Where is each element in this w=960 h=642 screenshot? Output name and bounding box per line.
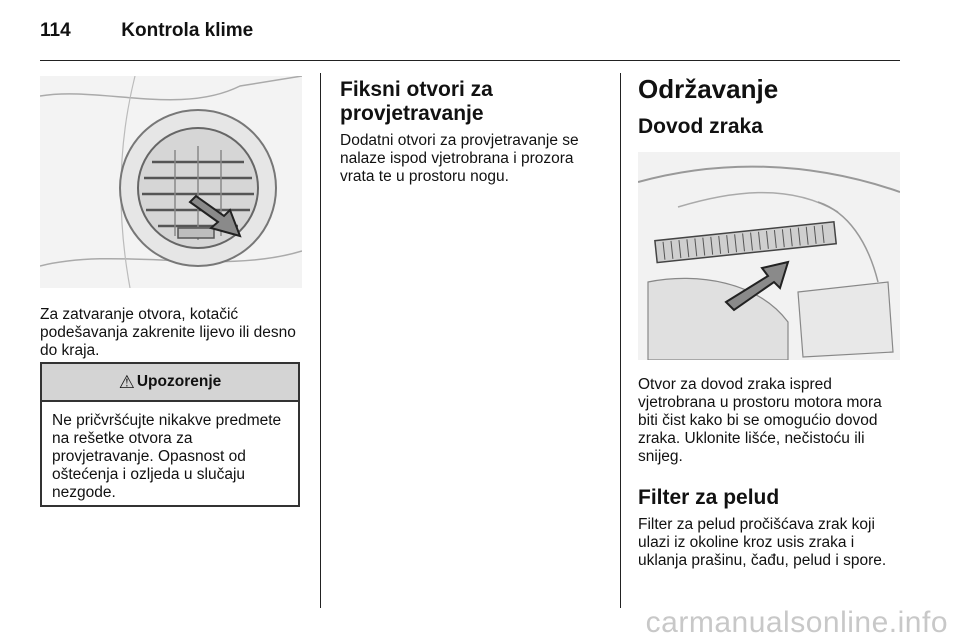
warning-text: Ne pričvršćujte nikakve predmete na rešetke otvora za provjetravanje. Opasnost od oštećenja i ozljeda u slučaju nezgode. [52,412,282,501]
fixed-vents-title: Fiksni otvori za provjetravanje [340,78,493,125]
air-intake-text: Otvor za dovod zraka ispred vjetrobrana u prostoru motora mora biti čist kako bi se omogućio dovod zraka. Uklonite lišće, nečistoću ili snijeg. [638,376,882,465]
warning-header [42,364,298,402]
column-divider-1 [320,73,321,608]
warning-title: Upozorenje [136,373,222,390]
column-3 [638,74,900,139]
watermark: carmanualsonline.info [645,606,948,639]
pollen-filter-text: Filter za pelud pročišćava zrak koji ulazi iz okoline kroz usis zraka i uklanja prašinu, čađu, pelud i spore. [638,516,887,569]
air-vent-illustration [40,76,302,288]
fixed-vents-text: Dodatni otvori za provjetravanje se nalaze ispod vjetrobrana i prozora vrata te u prostoru nogu. [340,132,579,185]
header-rule [40,60,900,61]
column-2 [340,78,602,186]
warning-box [40,362,300,507]
maintenance-heading: Održavanje [638,74,779,104]
section-title: Kontrola klime [121,20,254,41]
warning-triangle-icon: ⚠ [118,371,135,392]
pollen-filter-section [638,486,900,570]
vent-caption: Za zatvaranje otvora, kotačić podešavanja zakrenite lijevo ili desno do kraja. [40,306,296,359]
air-intake-illustration [638,152,900,360]
pollen-filter-heading: Filter za pelud [638,486,780,509]
air-intake-heading: Dovod zraka [638,115,763,138]
column-divider-2 [620,73,621,608]
page-number: 114 [40,20,71,41]
page-header [40,20,253,42]
